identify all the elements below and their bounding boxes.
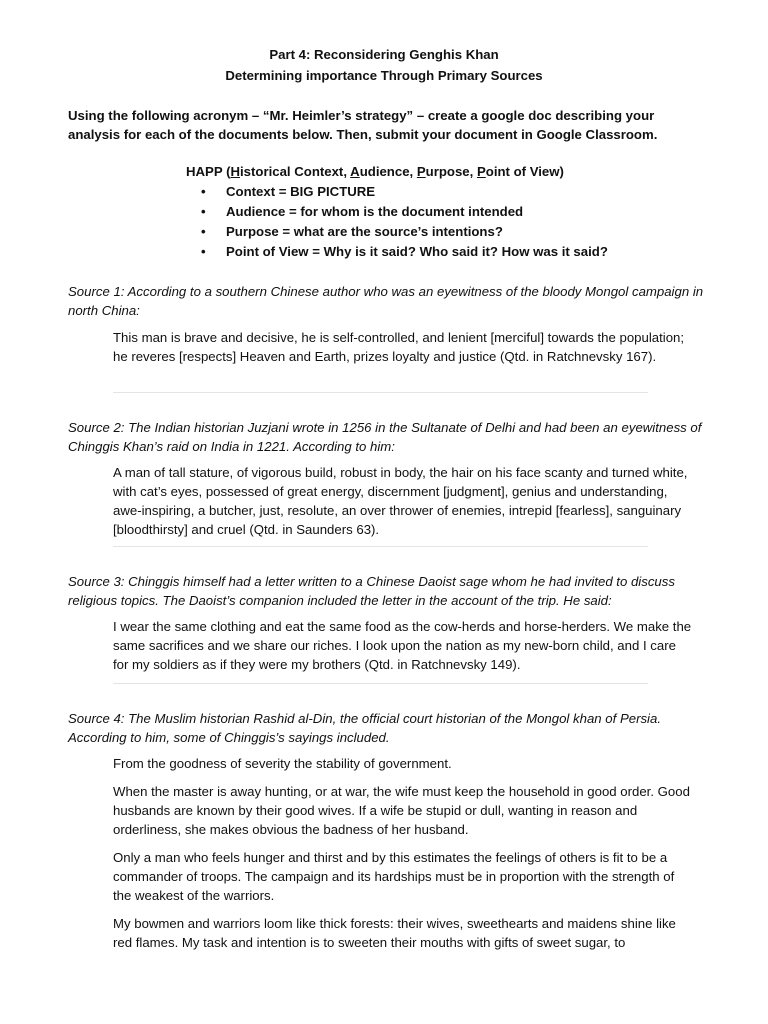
quote-paragraph: Only a man who feels hunger and thirst and by this estimates the feelings of others is fit to be a commander of troops. The campaign and its hardships must be in proportion with the strength of the weakest of the warriors. [113, 850, 675, 903]
quote-paragraph: When the master is away hunting, or at war, the wife must keep the household in good order. Good husbands are known by their good wives. If a wife be stupid or dull, wanting in reason and orderliness, she makes obvious the badness of her husband. [113, 784, 690, 837]
divider [113, 683, 648, 684]
source-2-quote [113, 463, 693, 548]
bullet-icon: • [201, 204, 206, 219]
happ-item-point-of-view: • Point of View = Why is it said? Who said it? How was it said? [201, 244, 608, 259]
quote-paragraph: I wear the same clothing and eat the same food as the cow-herds and horse-herders. We make the same sacrifices and we share our riches. I look upon the nation as my new-born child, and I care for my soldiers as if they were my brothers (Qtd. in Ratchnevsky 149). [113, 619, 692, 672]
quote-paragraph: From the goodness of severity the stability of government. [113, 756, 452, 771]
divider [113, 546, 648, 547]
source-3-intro: Source 3: Chinggis himself had a letter written to a Chinese Daoist sage whom he had invited to discuss religious topics. The Daoist’s companion included the letter in the account of the trip. He said: [68, 574, 675, 608]
bullet-icon: • [201, 184, 206, 199]
divider [113, 392, 648, 393]
source-1-intro: Source 1: According to a southern Chinese author who was an eyewitness of the bloody Mongol campaign in north China: [68, 284, 704, 318]
bullet-icon: • [201, 244, 206, 259]
source-4-intro: Source 4: The Muslim historian Rashid al-Din, the official court historian of the Mongol khan of Persia. According to him, some of Chinggis’s sayings included. [68, 711, 661, 745]
quote-paragraph: This man is brave and decisive, he is self-controlled, and lenient [merciful] towards the population; he reveres [respects] Heaven and Earth, prizes loyalty and justice (Qtd. in Ratchnevsky 167). [113, 330, 685, 364]
happ-section [186, 162, 608, 262]
source-3-quote [113, 617, 693, 683]
source-4-quote [113, 754, 693, 961]
source-2-intro: Source 2: The Indian historian Juzjani wrote in 1256 in the Sultanate of Delhi and had been an eyewitness of Chinggis Khan’s raid on India in 1221. According to him: [68, 420, 702, 454]
document-title: Part 4: Reconsidering Genghis Khan [269, 47, 499, 62]
quote-paragraph: My bowmen and warriors loom like thick forests: their wives, sweethearts and maidens shine like red flames. My task and intention is to sweeten their mouths with gifts of sweet sugar, to [113, 916, 676, 950]
happ-list [186, 182, 608, 262]
happ-item-audience: • Audience = for whom is the document intended [201, 204, 524, 219]
bullet-icon: • [201, 224, 206, 239]
document-subtitle: Determining importance Through Primary Sources [225, 68, 543, 83]
happ-item-context: • Context = BIG PICTURE [201, 184, 376, 199]
source-1-quote [113, 328, 693, 375]
instructions: Using the following acronym – “Mr. Heimler’s strategy” – create a google doc describing your analysis for each of the documents below. Then, submit your document in Google Classroom. [68, 108, 658, 142]
happ-item-purpose: • Purpose = what are the source’s intentions? [201, 224, 503, 239]
quote-paragraph: A man of tall stature, of vigorous build, robust in body, the hair on his face scanty and turned white, with cat’s eyes, possessed of great energy, discernment [judgment], genius and understanding, awe-inspiring, a butcher, just, resolute, an over thrower of enemies, intrepid [fearless], sanguinary [bloodthirsty] and cruel (Qtd. in Saunders 63). [113, 465, 688, 537]
happ-heading: HAPP (Historical Context, Audience, Purpose, Point of View) [186, 164, 564, 179]
